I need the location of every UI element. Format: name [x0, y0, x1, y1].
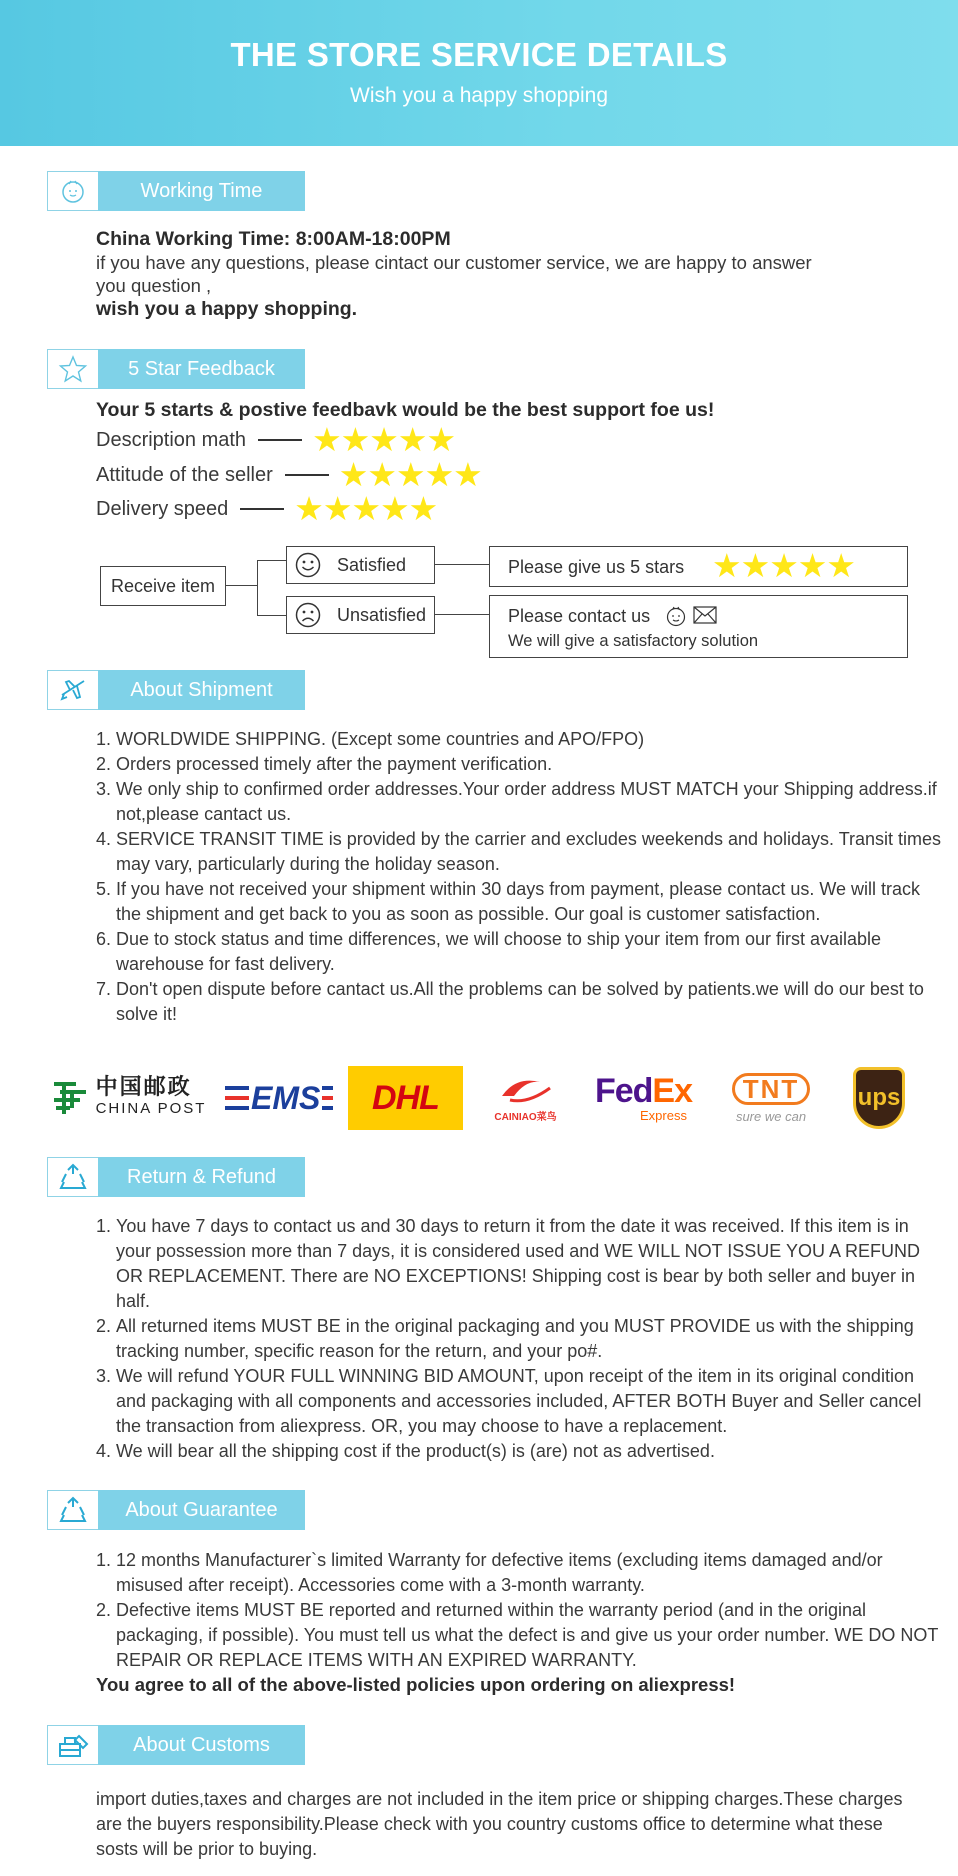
tnt-text: TNT — [732, 1073, 811, 1105]
list-item: 3. We only ship to confirmed order addresses.Your order address MUST MATCH your Shipping address.if not,please cantact us. — [116, 777, 942, 827]
tnt-sub: sure we can — [735, 1108, 807, 1124]
list-item: 1. You have 7 days to contact us and 30 days to return it from the date it was received. If this item is in your possession more than 7 days, it is considered used and WE WILL NOT ISSUE YOU A REFUND OR REPLACEMENT. There are NO EXCEPTIONS! Shipping cost is bear by both seller and buyer in half. — [116, 1214, 942, 1314]
rating-label: Delivery speed — [96, 497, 229, 520]
star-icon: ★ — [338, 456, 369, 493]
star-icon: ★ — [294, 490, 324, 527]
page-subtitle: Wish you a happy shopping — [350, 84, 608, 107]
contact-text: Please contact us — [508, 606, 651, 626]
page-title: THE STORE SERVICE DETAILS — [230, 36, 728, 73]
give-stars-text: Please give us 5 stars — [508, 557, 685, 577]
section-header-refund — [47, 1157, 307, 1197]
list-item: 7. Don't open dispute before cantact us.All the problems can be solved by patients.we will do our best to solve it! — [116, 977, 942, 1027]
star-outline-icon — [47, 349, 99, 389]
smile-face-icon — [295, 552, 321, 583]
list-item: 4. SERVICE TRANSIT TIME is provided by the carrier and excludes weekends and holidays. Transit times may vary, particularly during the holiday season. — [116, 827, 942, 877]
rating-row — [96, 490, 439, 527]
star-icon: ★ — [351, 490, 382, 527]
star-icon: ★ — [424, 456, 455, 493]
face-icon — [665, 605, 687, 632]
star-icon: ★ — [369, 421, 399, 458]
star-icon: ★ — [797, 547, 828, 584]
list-item: 4. We will bear all the shipping cost if the product(s) is (are) not as advertised. — [116, 1439, 942, 1464]
fedex-sub: Express — [640, 1108, 687, 1123]
refund-list — [96, 1214, 942, 1464]
star-icon: ★ — [380, 490, 410, 527]
flow-connector — [257, 615, 286, 616]
star-icon: ★ — [395, 456, 426, 493]
airplane-icon — [47, 670, 99, 710]
star-icon: ★ — [367, 456, 397, 493]
section-header-guarantee — [47, 1490, 307, 1530]
feedback-intro: Your 5 starts & postive feedbavk would be the best support foe us! — [96, 399, 715, 421]
list-item: 1. WORLDWIDE SHIPPING. (Except some countries and APO/FPO) — [116, 727, 942, 752]
working-text-line: you question , — [96, 275, 212, 296]
star-icon: ★ — [712, 547, 742, 584]
recycle-icon — [47, 1490, 99, 1530]
section-header-customs — [47, 1725, 307, 1765]
list-item: 3. We will refund YOUR FULL WINNING BID AMOUNT, upon receipt of the item in its original condition and packaging with all components and accessories included, AFTER BOTH Buyer and Seller cancel the transaction from aliexpress. OR, you may choose to have a replacement. — [116, 1364, 942, 1439]
china-post-logo — [46, 1066, 210, 1130]
flow-unsatisfied — [286, 596, 435, 634]
flow-satisfied — [286, 546, 435, 584]
section-header-feedback — [47, 349, 307, 389]
connector-line — [258, 439, 302, 441]
list-item: 2. Orders processed timely after the payment verification. — [116, 752, 942, 777]
fedex-text-ex: Ex — [652, 1072, 693, 1110]
section-label: Return & Refund — [98, 1157, 305, 1197]
dhl-text: DHL — [372, 1078, 439, 1117]
clock-face-icon — [47, 171, 99, 211]
star-icon: ★ — [740, 547, 771, 584]
flow-receive-item: Receive item — [100, 566, 226, 606]
star-icon: ★ — [453, 456, 483, 493]
flow-unsatisfied-label: Unsatisfied — [337, 605, 427, 625]
recycle-icon — [47, 1157, 99, 1197]
tnt-logo — [716, 1066, 826, 1130]
page-header — [0, 0, 958, 146]
connector-line — [285, 474, 329, 476]
cainiao-text: CAINIAO菜鸟 — [494, 1111, 557, 1123]
section-header-working-time — [47, 171, 307, 211]
guarantee-agree: You agree to all of the above-listed policies upon ordering on aliexpress! — [96, 1674, 736, 1695]
china-post-cn: 中国邮政 — [95, 1074, 192, 1099]
flow-contact — [489, 595, 908, 658]
flow-connector — [434, 614, 489, 615]
sad-face-icon — [295, 602, 321, 633]
rating-stars — [294, 490, 439, 527]
star-icon: ★ — [426, 421, 457, 458]
section-label: About Guarantee — [98, 1490, 305, 1530]
flow-connector — [434, 564, 489, 565]
customs-text: import duties,taxes and charges are not included in the item price or shipping charges.These charges are the buyers responsibility.Please check with you country customs office to determine what these sosts will be prior to buying. — [96, 1789, 903, 1859]
working-closing: wish you a happy shopping. — [96, 298, 358, 320]
list-item: 2. Defective items MUST BE reported and returned within the warranty period (and in the original packaging, if possible). You must tell us what the defect is and give us your order number. WE DO NOT REPAIR OR REPLACE ITEMS WITH AN EXPIRED WARRANTY. — [116, 1598, 942, 1673]
section-header-shipment — [47, 670, 307, 710]
rating-stars — [712, 547, 856, 584]
rating-label: Attitude of the seller — [96, 463, 273, 486]
flow-connector — [257, 560, 286, 561]
cainiao-logo — [478, 1066, 573, 1130]
fedex-text-fed: Fed — [594, 1072, 653, 1110]
star-icon: ★ — [408, 490, 439, 527]
list-item: 1. 12 months Manufacturer`s limited Warranty for defective items (excluding items damaged and/or misused after receipt). Accessories come with a 3-month warranty. — [116, 1548, 942, 1598]
flow-give-stars — [489, 546, 908, 587]
solution-text: We will give a satisfactory solution — [508, 632, 759, 650]
star-icon: ★ — [340, 421, 371, 458]
section-label: About Shipment — [98, 670, 305, 710]
china-post-en: CHINA POST — [95, 1100, 207, 1117]
section-label: Working Time — [98, 171, 305, 211]
section-label: 5 Star Feedback — [98, 349, 305, 389]
star-icon: ★ — [322, 490, 353, 527]
ems-logo — [224, 1066, 334, 1130]
working-text-line: if you have any questions, please cintact our customer service, we are happy to answer — [96, 252, 812, 273]
star-icon: ★ — [769, 547, 799, 584]
fedex-logo — [586, 1066, 701, 1130]
ems-text: EMS — [251, 1080, 321, 1116]
working-hours: China Working Time: 8:00AM-18:00PM — [96, 228, 451, 250]
rating-row — [96, 421, 457, 458]
rating-row — [96, 456, 483, 493]
section-label: About Customs — [98, 1725, 305, 1765]
mail-icon — [693, 606, 717, 629]
rating-stars — [338, 456, 483, 493]
shipment-list — [96, 727, 942, 1027]
rating-label: Description math — [96, 428, 247, 451]
carrier-logos — [46, 1066, 912, 1130]
star-icon: ★ — [312, 421, 342, 458]
connector-line — [240, 508, 284, 510]
customs-stamp-icon — [47, 1725, 99, 1765]
ups-logo — [846, 1066, 912, 1130]
list-item: 5. If you have not received your shipment within 30 days from payment, please contact us. We will track the shipment and get back to you as soon as possible. Our goal is customer satisfaction. — [116, 877, 942, 927]
flow-connector — [225, 585, 257, 586]
list-item: 2. All returned items MUST BE in the original packaging and you MUST PROVIDE us with the shipping tracking number, specific reason for the return, and your po#. — [116, 1314, 942, 1364]
star-icon: ★ — [397, 421, 428, 458]
guarantee-list — [96, 1548, 942, 1673]
flow-satisfied-label: Satisfied — [337, 555, 407, 575]
rating-stars — [312, 421, 457, 458]
list-item: 6. Due to stock status and time differences, we will choose to ship your item from our first available warehouse for fast delivery. — [116, 927, 942, 977]
star-icon: ★ — [826, 547, 856, 584]
ups-text: ups — [857, 1084, 901, 1111]
dhl-logo — [348, 1066, 463, 1130]
flow-connector — [257, 560, 258, 616]
